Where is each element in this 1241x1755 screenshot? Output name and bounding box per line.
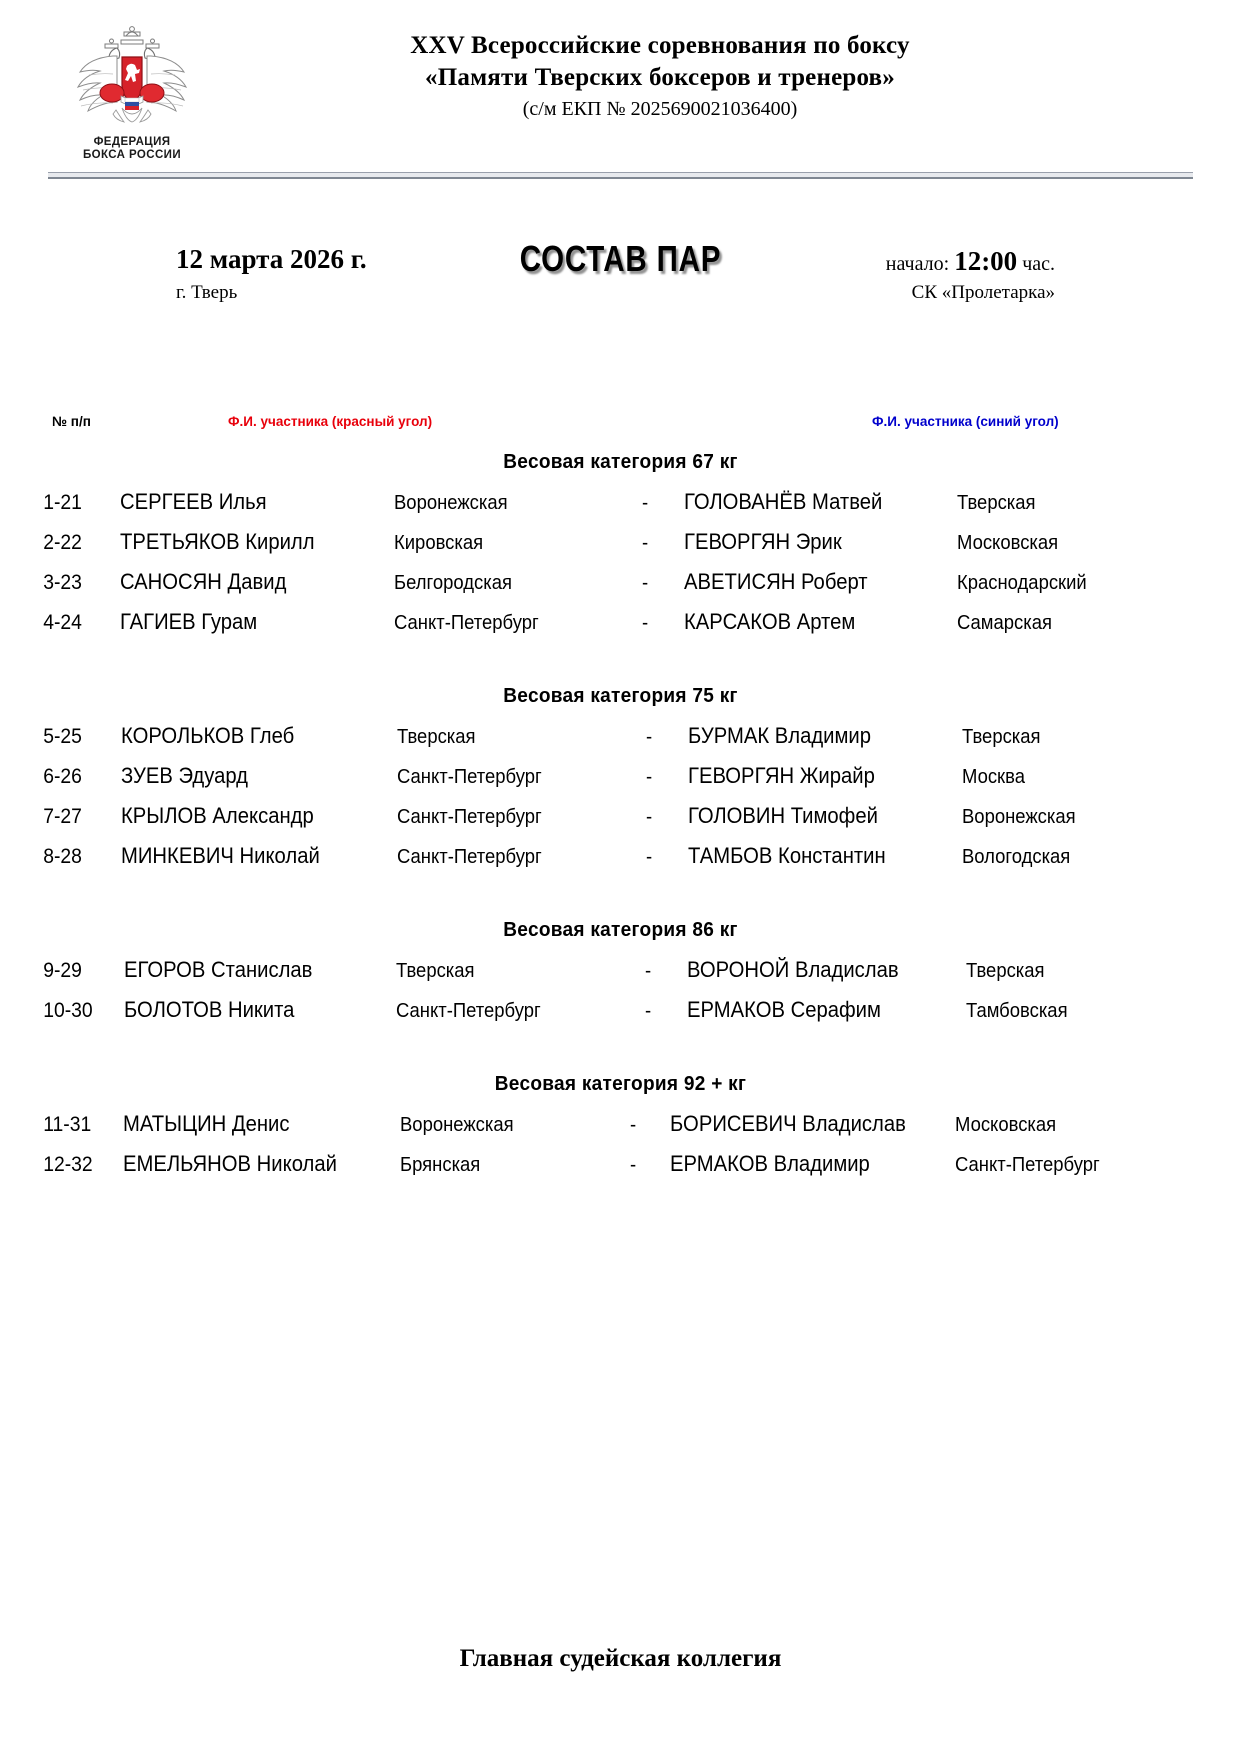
versus-dash: - xyxy=(641,531,648,554)
bout-number: 7-27 xyxy=(43,804,82,828)
column-header-blue-corner: Ф.И. участника (синий угол) xyxy=(872,414,1059,429)
start-time-value: 12:00 xyxy=(954,246,1018,276)
competition-title-block xyxy=(210,30,1110,123)
bout-number: 10-30 xyxy=(43,998,93,1022)
document-meta-row xyxy=(0,238,1241,310)
blue-corner-region: Самарская xyxy=(957,611,1053,634)
start-label: начало: xyxy=(885,253,950,275)
document-header xyxy=(0,0,1241,180)
event-city: г. Тверь xyxy=(176,282,238,303)
blue-corner-region: Тверская xyxy=(961,725,1041,748)
red-corner-region: Кировская xyxy=(393,531,484,554)
blue-corner-region: Тверская xyxy=(966,959,1045,982)
red-corner-region: Санкт-Петербург xyxy=(393,611,539,634)
versus-dash: - xyxy=(645,959,652,982)
competition-title-line2: «Памяти Тверских боксеров и тренеров» xyxy=(425,64,895,91)
event-date: 12 марта 2026 г. xyxy=(176,244,367,274)
blue-corner-name: ГЕВОРГЯН Эрик xyxy=(683,529,842,554)
bout-number: 9-29 xyxy=(43,958,82,982)
versus-dash: - xyxy=(645,845,652,868)
red-corner-name: МАТЫЦИН Денис xyxy=(122,1111,290,1136)
start-time-unit: час. xyxy=(1022,253,1055,275)
red-corner-name: САНОСЯН Давид xyxy=(120,569,287,594)
bout-number: 1-21 xyxy=(43,490,82,514)
red-corner-region: Санкт-Петербург xyxy=(396,999,542,1022)
bout-table xyxy=(0,482,1160,642)
competition-registry-code: (с/м ЕКП № 2025690021036400) xyxy=(522,98,798,120)
event-venue: СК «Пролетарка» xyxy=(911,282,1055,303)
russian-boxing-federation-emblem-icon xyxy=(69,26,195,134)
versus-dash: - xyxy=(641,571,648,594)
document-footer: Главная судейская коллегия xyxy=(459,1645,782,1672)
table-row[interactable] xyxy=(0,1104,1160,1144)
table-row[interactable] xyxy=(0,562,1160,602)
bout-number: 3-23 xyxy=(43,570,82,594)
bout-number: 8-28 xyxy=(43,844,82,868)
red-corner-name: ГАГИЕВ Гурам xyxy=(120,609,258,634)
red-corner-name: ЗУЕВ Эдуард xyxy=(120,763,248,788)
versus-dash: - xyxy=(641,611,648,634)
table-row[interactable] xyxy=(0,836,1160,876)
group-spacer xyxy=(0,876,1241,906)
red-corner-region: Воронежская xyxy=(400,1113,515,1136)
blue-corner-name: ГЕВОРГЯН Жирайр xyxy=(687,763,875,788)
versus-dash: - xyxy=(645,805,652,828)
bout-table xyxy=(0,1104,1160,1184)
table-row[interactable] xyxy=(0,950,1160,990)
red-corner-region: Санкт-Петербург xyxy=(396,845,542,868)
red-corner-name: БОЛОТОВ Никита xyxy=(124,997,295,1022)
group-spacer xyxy=(0,642,1241,672)
bout-number: 4-24 xyxy=(43,610,82,634)
bout-number: 6-26 xyxy=(43,764,82,788)
weight-category-title: Весовая категория 86 кг xyxy=(503,918,738,941)
blue-corner-name: ТАМБОВ Константин xyxy=(687,843,886,868)
blue-corner-name: ЕРМАКОВ Владимир xyxy=(669,1151,870,1176)
blue-corner-name: КАРСАКОВ Артем xyxy=(683,609,855,634)
red-corner-region: Тверская xyxy=(396,725,476,748)
table-row[interactable] xyxy=(0,602,1160,642)
logo-caption-line2: БОКСА РОССИИ xyxy=(82,149,181,161)
red-corner-region: Брянская xyxy=(400,1153,481,1176)
blue-corner-region: Вологодская xyxy=(961,845,1071,868)
blue-corner-name: БУРМАК Владимир xyxy=(687,723,871,748)
blue-corner-region: Тверская xyxy=(957,491,1036,514)
logo-caption-line1: ФЕДЕРАЦИЯ xyxy=(93,136,171,148)
blue-corner-name: БОРИСЕВИЧ Владислав xyxy=(669,1111,906,1136)
federation-logo xyxy=(62,26,202,176)
column-header-number: № п/п xyxy=(52,414,91,429)
weight-category-title: Весовая категория 67 кг xyxy=(503,450,738,473)
bout-number: 5-25 xyxy=(43,724,82,748)
weight-category-group xyxy=(0,1070,1241,1214)
red-corner-name: МИНКЕВИЧ Николай xyxy=(120,843,320,868)
blue-corner-name: ГОЛОВИН Тимофей xyxy=(687,803,878,828)
event-start-time xyxy=(886,246,1055,277)
blue-corner-region: Воронежская xyxy=(961,805,1076,828)
red-corner-region: Санкт-Петербург xyxy=(396,805,542,828)
blue-corner-region: Тамбовская xyxy=(966,999,1068,1022)
group-spacer xyxy=(0,1030,1241,1060)
column-header-red-corner: Ф.И. участника (красный угол) xyxy=(228,414,433,429)
weight-category-title: Весовая категория 75 кг xyxy=(503,684,738,707)
table-row[interactable] xyxy=(0,1144,1160,1184)
blue-corner-region: Москва xyxy=(961,765,1025,788)
versus-dash: - xyxy=(645,999,652,1022)
table-column-headers xyxy=(0,412,1241,438)
blue-corner-region: Московская xyxy=(954,1113,1057,1136)
blue-corner-name: ГОЛОВАНЁВ Матвей xyxy=(683,489,882,514)
competition-title-line1: XXV Всероссийские соревнования по боксу xyxy=(410,32,910,59)
red-corner-name: ТРЕТЬЯКОВ Кирилл xyxy=(120,529,315,554)
blue-corner-region: Санкт-Петербург xyxy=(954,1153,1100,1176)
page-title: СОСТАВ ПАР xyxy=(519,238,722,279)
blue-corner-name: АВЕТИСЯН Роберт xyxy=(683,569,868,594)
red-corner-name: КОРОЛЬКОВ Глеб xyxy=(120,723,295,748)
bout-sheet xyxy=(0,448,1241,1224)
red-corner-region: Белгородская xyxy=(393,571,512,594)
weight-category-group xyxy=(0,682,1241,906)
federation-logo-caption xyxy=(62,136,202,162)
table-row[interactable] xyxy=(0,482,1160,522)
red-corner-region: Тверская xyxy=(396,959,476,982)
table-row[interactable] xyxy=(0,796,1160,836)
group-spacer xyxy=(0,1184,1241,1214)
table-row[interactable] xyxy=(0,756,1160,796)
red-corner-name: КРЫЛОВ Александр xyxy=(120,803,314,828)
red-corner-region: Санкт-Петербург xyxy=(396,765,542,788)
header-divider xyxy=(48,172,1193,179)
table-row[interactable] xyxy=(0,990,1160,1030)
versus-dash: - xyxy=(641,491,648,514)
blue-corner-region: Краснодарский xyxy=(957,571,1087,594)
bout-number: 11-31 xyxy=(43,1112,92,1136)
weight-category-title: Весовая категория 92 + кг xyxy=(494,1072,747,1095)
red-corner-region: Воронежская xyxy=(393,491,508,514)
red-corner-name: ЕГОРОВ Станислав xyxy=(124,957,313,982)
red-corner-name: ЕМЕЛЬЯНОВ Николай xyxy=(122,1151,337,1176)
bout-table xyxy=(0,950,1160,1030)
bout-number: 12-32 xyxy=(43,1152,93,1176)
weight-category-group xyxy=(0,448,1241,672)
blue-corner-name: ЕРМАКОВ Серафим xyxy=(687,997,882,1022)
weight-category-group xyxy=(0,916,1241,1060)
versus-dash: - xyxy=(630,1153,637,1176)
versus-dash: - xyxy=(645,725,652,748)
versus-dash: - xyxy=(645,765,652,788)
blue-corner-region: Московская xyxy=(957,531,1059,554)
blue-corner-name: ВОРОНОЙ Владислав xyxy=(687,957,900,982)
bout-number: 2-22 xyxy=(43,530,82,554)
table-row[interactable] xyxy=(0,522,1160,562)
table-row[interactable] xyxy=(0,716,1160,756)
versus-dash: - xyxy=(630,1113,637,1136)
bout-table xyxy=(0,716,1160,876)
red-corner-name: СЕРГЕЕВ Илья xyxy=(120,489,268,514)
